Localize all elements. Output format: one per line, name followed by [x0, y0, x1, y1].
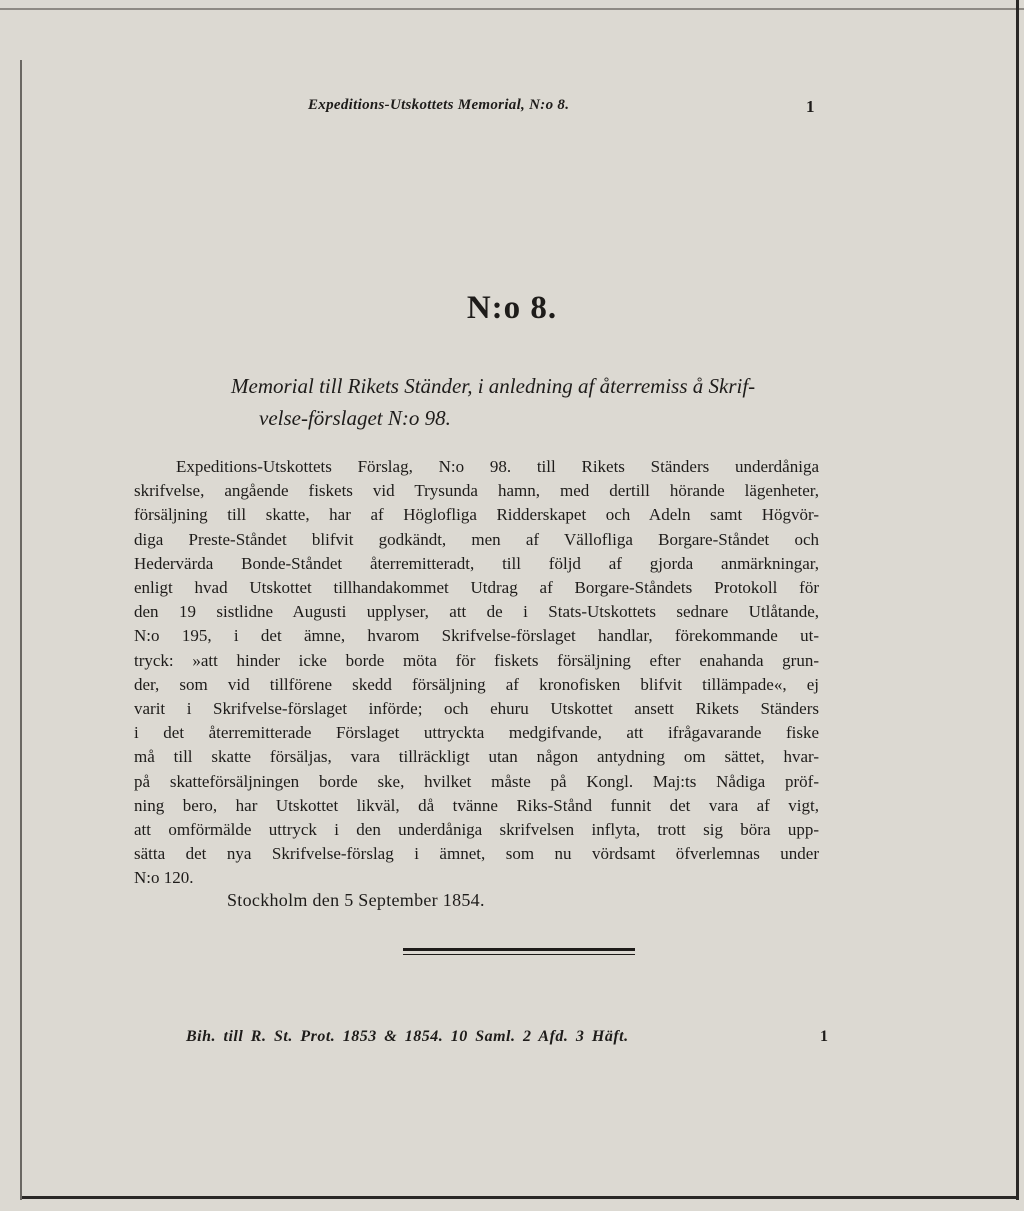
- page-edge-top: [0, 8, 1024, 10]
- body-line: N:o 120.: [134, 868, 194, 888]
- body-line: försäljning till skatte, har af Höglofliga Ridderskapet och Adeln samt Högvör-: [134, 505, 819, 525]
- body-line: der, som vid tillförene skedd försäljning af kronofisken blifvit tillämpade«, ej: [134, 674, 819, 694]
- body-line: sätta det nya Skrifvelse-förslag i ämnet, som nu vördsamt öfverlemnas under: [134, 844, 819, 864]
- body-line: ning bero, har Utskottet likväl, då tvänne Riks-Stånd funnit det vara af vigt,: [134, 795, 819, 815]
- body-line: diga Preste-Ståndet blifvit godkändt, men af Vällofliga Borgare-Ståndet och: [134, 529, 819, 549]
- page-number: 1: [806, 97, 815, 116]
- body-line: tryck: »att hinder icke borde möta för fiskets försäljning efter enahanda grun-: [134, 650, 819, 670]
- body-paragraph: [134, 455, 819, 891]
- page-edge-left: [20, 60, 22, 1200]
- body-line: i det återremitterade Förslaget uttryckta medgifvande, att ifrågavarande fiske: [134, 723, 819, 743]
- document-number: N:o 8.: [466, 290, 558, 326]
- body-line: varit i Skrifvelse-förslaget införde; och ehuru Utskottet ansett Rikets Ständers: [134, 699, 819, 719]
- footer-citation: Bih. till R. St. Prot. 1853 & 1854. 10 Saml. 2 Afd. 3 Häft.: [186, 1028, 629, 1045]
- body-line: att omförmälde uttryck i den underdåniga skrifvelsen inflyta, trott sig böra upp-: [134, 820, 819, 840]
- running-head: Expeditions-Utskottets Memorial, N:o 8.: [308, 97, 570, 113]
- sheet-number: 1: [820, 1028, 828, 1045]
- closing-rule: [403, 948, 635, 951]
- body-line: Expeditions-Utskottets Förslag, N:o 98. till Rikets Ständers underdåniga: [176, 457, 819, 476]
- title-line-1: Memorial till Rikets Ständer, i anledning af återremiss å Skrif-: [231, 374, 756, 398]
- body-line: den 19 sistlidne Augusti upplyser, att de i Stats-Utskottets sednare Utlåtande,: [134, 602, 819, 622]
- body-line: enligt hvad Utskottet tillhandakommet Utdrag af Borgare-Ståndets Protokoll för: [134, 578, 819, 598]
- body-line: skrifvelse, angående fiskets vid Trysunda hamn, med dertill hörande lägenheter,: [134, 481, 819, 501]
- place-and-date: Stockholm den 5 September 1854.: [227, 890, 485, 910]
- page-edge-bottom: [22, 1196, 1018, 1199]
- closing-rule-thin: [403, 954, 635, 955]
- page-edge-right: [1016, 0, 1019, 1200]
- body-line: må till skatte försäljas, vara tillräckligt utan någon antydning om sättet, hvar-: [134, 747, 819, 767]
- title-line-2: velse-förslaget N:o 98.: [259, 406, 451, 430]
- body-line: på skatteförsäljningen borde ske, hvilket måste på Kongl. Maj:ts Nådiga pröf-: [134, 771, 819, 791]
- document-title: [231, 370, 821, 434]
- body-line: Hedervärda Bonde-Ståndet återremitteradt, till följd af gjorda anmärkningar,: [134, 553, 819, 573]
- body-line: N:o 195, i det ämne, hvarom Skrifvelse-förslaget handlar, förekommande ut-: [134, 626, 819, 646]
